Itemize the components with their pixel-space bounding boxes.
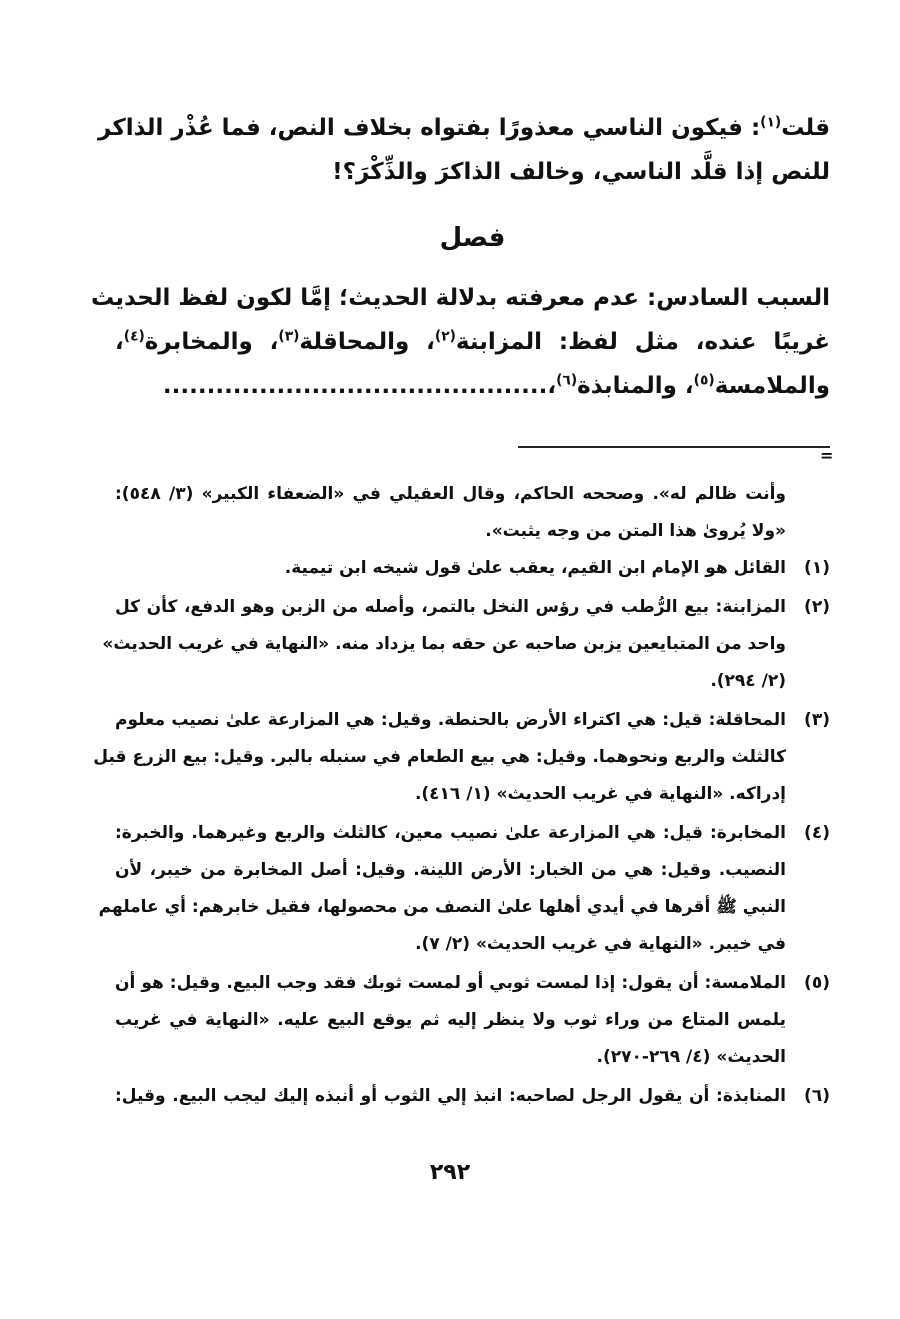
text-run: ، والمحاقلة [299,329,435,355]
text-run: ،............................................ [162,373,557,399]
text-line [115,364,830,408]
footnote-ref[interactable]: (٦) [556,372,578,389]
footnote-ref[interactable]: (٤) [123,328,145,345]
paragraph-qult [98,106,830,194]
text-line: المحاقلة: قيل: هي اكتراء الأرض بالحنطة. وقيل: هي المزارعة علىٰ نصيب معلوم [115,710,786,730]
text-line: المنابذة: أن يقول الرجل لصاحبه: انبذ إلي الثوب أو أنبذه إليك ليجب البيع. وقيل: [115,1086,786,1106]
text-line: للنص إذا قلَّد الناسي، وخالف الذاكرَ والذِّكْرَ؟! [332,159,830,185]
footnote-number: (٦) [804,1086,830,1106]
text-line: واحد من المتبايعين يزبن صاحبه عن حقه بما يزداد منه. «النهاية في غريب الحديث» [102,634,786,654]
text-line: السبب السادس: عدم معرفته بدلالة الحديث؛ إمَّا لكون لفظ الحديث [90,285,830,311]
footnote-number: (٢) [804,597,830,617]
text-line [115,320,830,364]
text-line: القائل هو الإمام ابن القيم، يعقب علىٰ قول شيخه ابن تيمية. [284,558,786,578]
text-line: «ولا يُروىٰ هذا المتن من وجه يثبت». [485,521,786,541]
footnote [115,550,830,587]
text-run: : فيكون الناسي معذورًا بفتواه بخلاف النص، فما عُذْر الذاكر [98,115,761,141]
footnote [115,965,830,1076]
text-line: (٢/ ٢٩٤). [710,671,786,691]
footnote-ref[interactable]: (١) [760,114,782,131]
footnote-ref[interactable]: (٣) [278,328,300,345]
paragraph-sixth-reason [90,276,831,408]
text-run: ، والمخابرة [144,329,279,355]
text-line: يلمس المتاع من وراء ثوب ولا ينظر إليه ثم يوقع البيع عليه. «النهاية في غريب [115,1010,786,1030]
continuation-marker: = [820,446,834,465]
text-line: المخابرة: قيل: هي المزارعة علىٰ نصيب معين، كالثلث والربع وغيرهما. والخبرة: [115,823,786,843]
text-run: قلت [781,115,830,141]
text-line: في خيبر. «النهاية في غريب الحديث» (٢/ ٧). [415,934,786,954]
text-line: النبي ﷺ أقرها في أيدي أهلها علىٰ النصف من محصولها، فقيل خابرهم: أي عاملهم [98,897,786,917]
main-text [90,106,831,408]
footnote-number: (٤) [804,823,830,843]
footnote-number: (٥) [804,973,830,993]
footnote [93,702,830,813]
footnote-ref[interactable]: (٥) [693,372,715,389]
text-line: المزابنة: بيع الرُّطب في رؤس النخل بالتمر، وأصله من الزبن وهو الدفع، كأن كل [115,597,786,617]
footnote-number: (٣) [804,710,830,730]
text-run: والملامسة [714,373,830,399]
text-run: غريبًا عنده، مثل لفظ: المزابنة [455,329,831,355]
text-line: النصيب. وقيل: هي من الخبار: الأرض اللينة. وقيل: أصل المخابرة من خيبر، لأن [115,860,786,880]
footnote-continuation [115,476,830,550]
footnote [98,815,830,963]
footnote-number: (١) [804,558,830,578]
text-line: وأنت ظالم له». وصححه الحاكم، وقال العقيلي في «الضعفاء الكبير» (٣/ ٥٤٨): [115,484,786,504]
page-number: ٢٩٢ [429,1160,471,1185]
text-line: إدراكه. «النهاية في غريب الحديث» (١/ ٤١٦). [414,784,786,804]
section-heading: فصل [439,223,506,253]
footnote-ref[interactable]: (٢) [434,328,456,345]
text-line: الحديث» (٤/ ٢٦٩-٢٧٠). [596,1047,786,1067]
text-line: الملامسة: أن يقول: إذا لمست ثوبي أو لمست ثوبك فقد وجب البيع. وقيل: هو أن [115,973,786,993]
footnote [102,589,830,700]
text-run: ، والمنابذة [577,373,694,399]
text-line: كالثلث والربع ونحوهما. وقيل: هي بيع الطعام في سنبله بالبر. وقيل: بيع الزرع قبل [93,747,786,767]
footnote [115,1078,830,1115]
footnote-separator [518,446,830,448]
footnotes [93,476,830,1117]
text-run: ، [115,329,124,355]
text-line [98,106,830,150]
